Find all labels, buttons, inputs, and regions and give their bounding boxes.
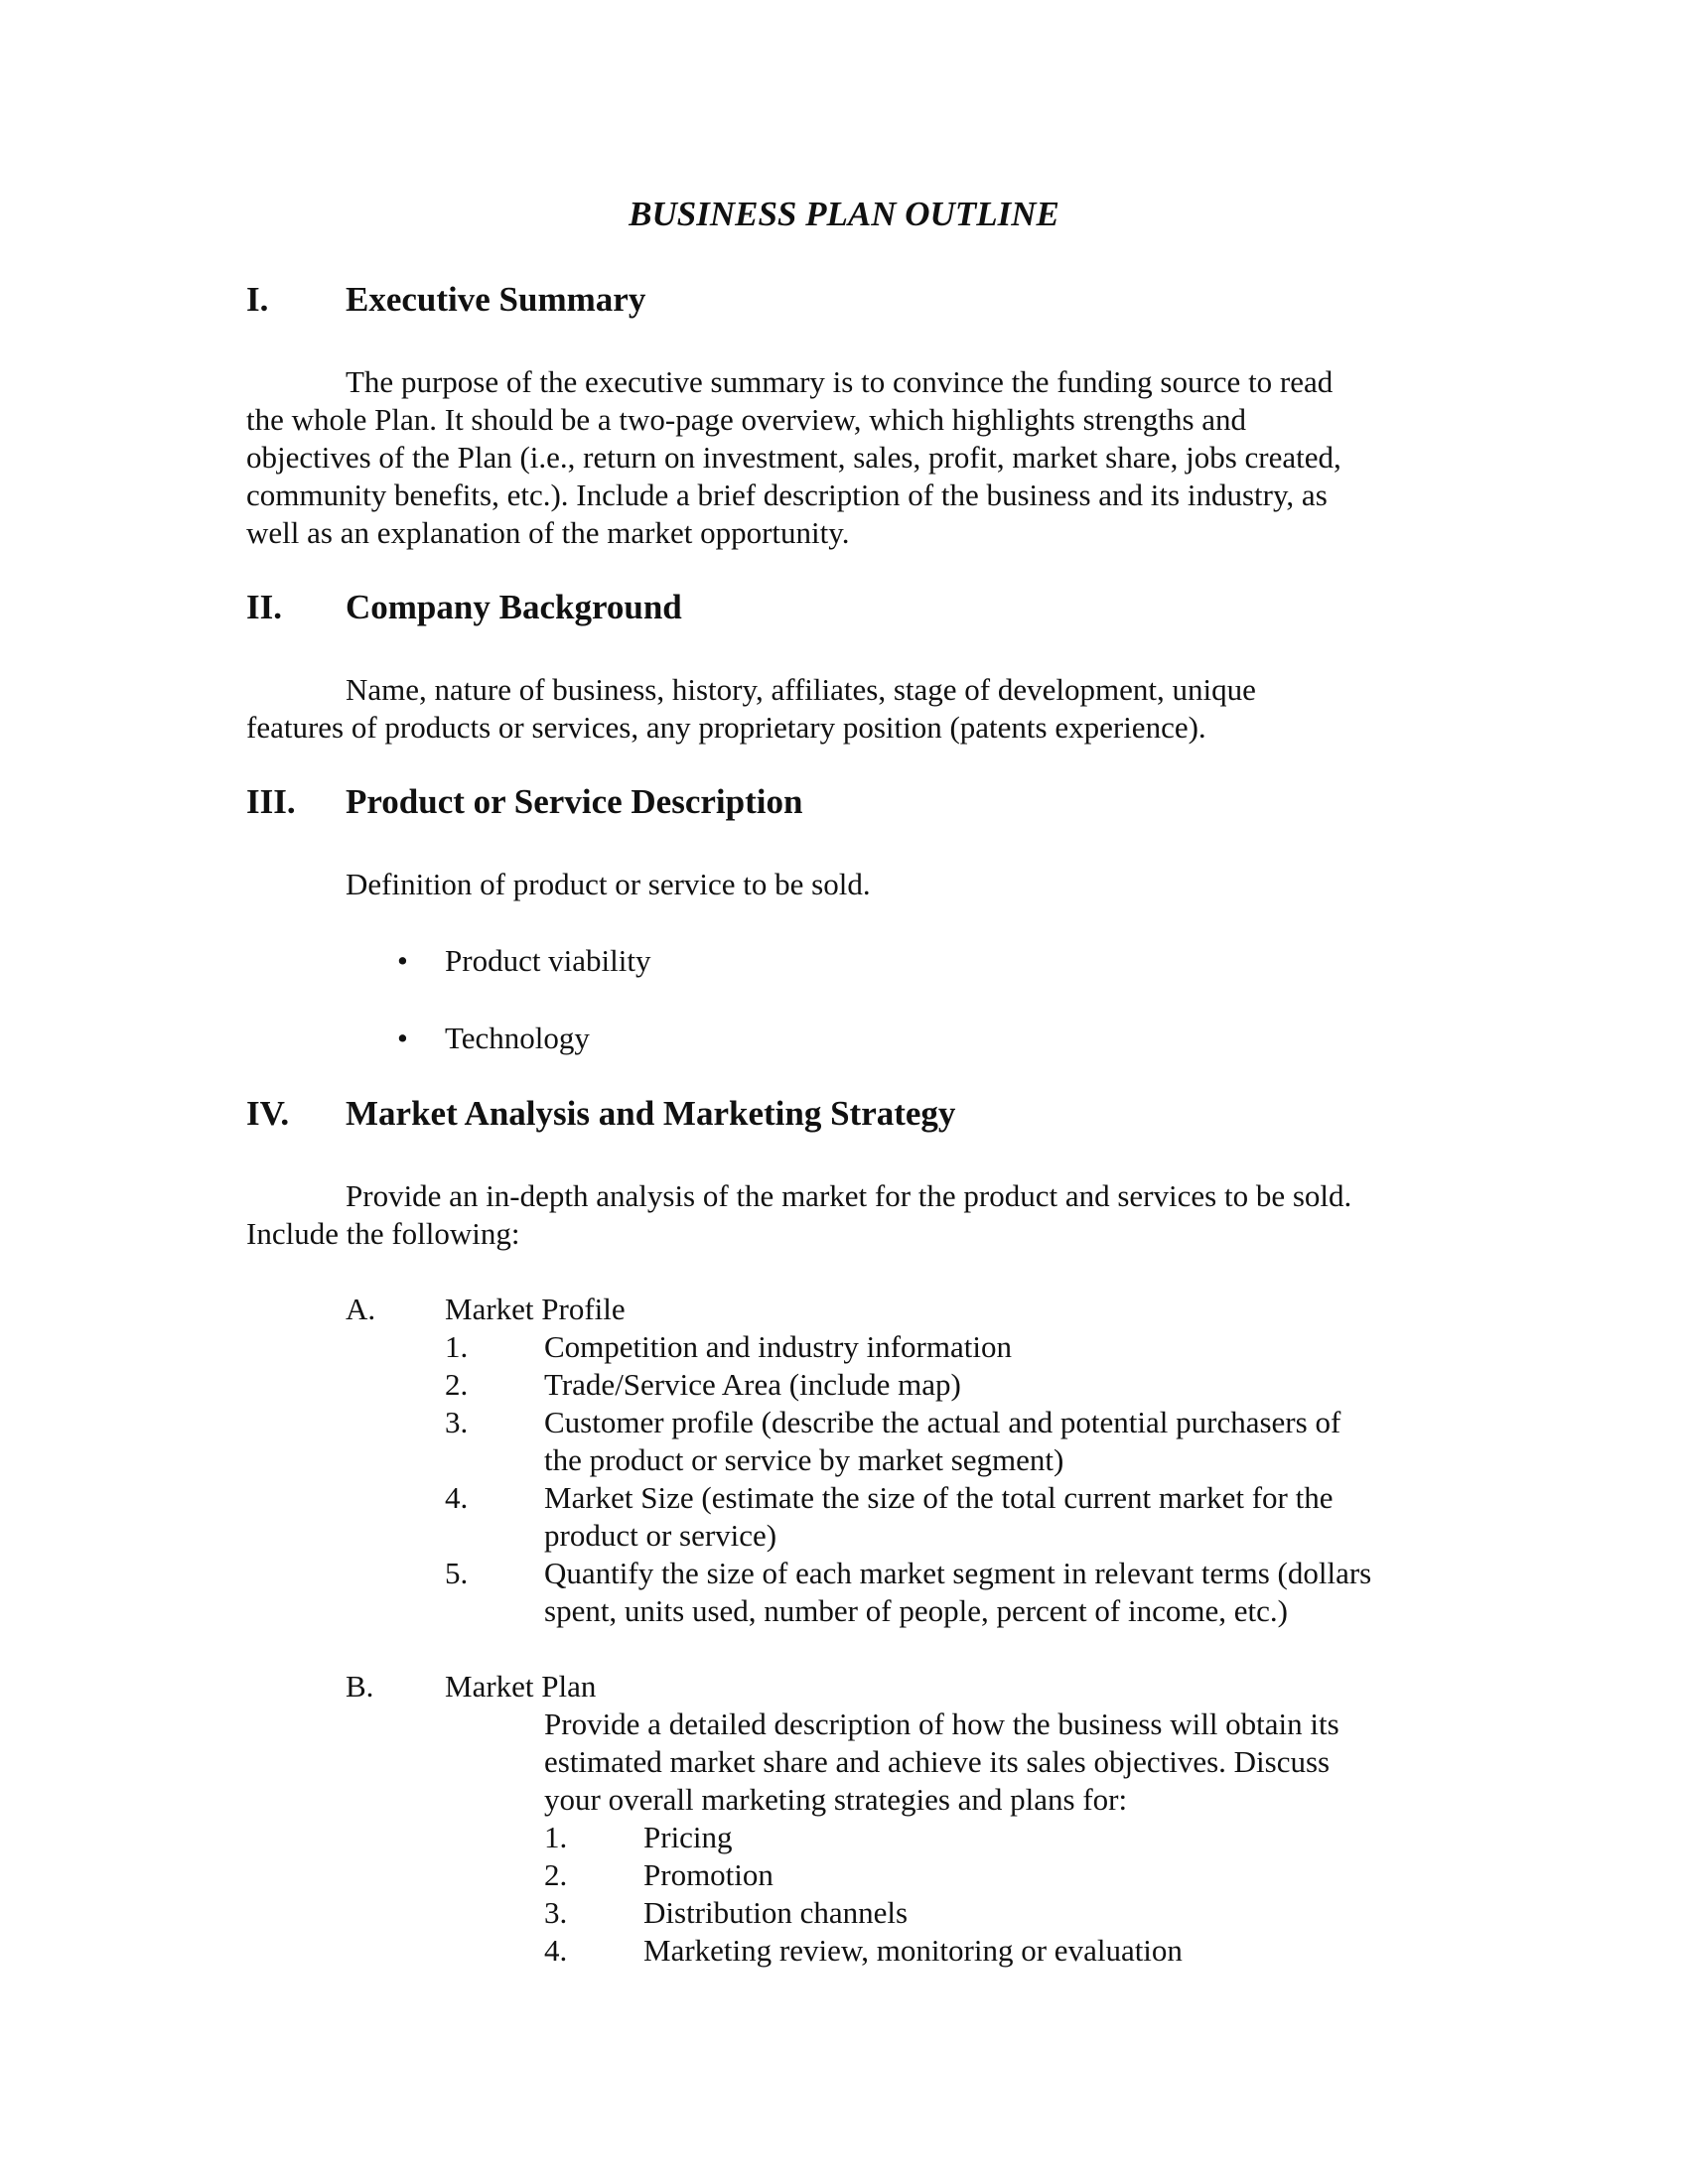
list-item: Promotion <box>643 1857 774 1892</box>
paragraph-line: The purpose of the executive summary is to convince the funding source to read <box>346 364 1334 399</box>
paragraph-line: Provide a detailed description of how the business will obtain its <box>544 1706 1339 1741</box>
list-item-continuation: product or service) <box>544 1518 777 1553</box>
paragraph-line: the whole Plan. It should be a two-page overview, which highlights strengths and <box>246 402 1247 437</box>
list-number: 3. <box>544 1895 568 1930</box>
section-heading-product-service: Product or Service Description <box>346 782 803 821</box>
list-item: Marketing review, monitoring or evaluation <box>643 1933 1183 1968</box>
section-number: III. <box>246 782 296 821</box>
bullet-icon: • <box>397 943 408 978</box>
list-item: Market Size (estimate the size of the total current market for the <box>544 1480 1334 1515</box>
list-item-continuation: the product or service by market segment) <box>544 1442 1064 1477</box>
list-number: 2. <box>445 1367 469 1402</box>
subsection-title-market-plan: Market Plan <box>445 1669 597 1704</box>
paragraph-line: objectives of the Plan (i.e., return on investment, sales, profit, market share, jobs created, <box>246 440 1341 475</box>
section-heading-executive-summary: Executive Summary <box>346 280 646 319</box>
paragraph-line: well as an explanation of the market opportunity. <box>246 515 850 550</box>
document-title: BUSINESS PLAN OUTLINE <box>629 195 1059 233</box>
list-item-continuation: spent, units used, number of people, percent of income, etc.) <box>544 1593 1288 1628</box>
paragraph-line: your overall marketing strategies and plans for: <box>544 1782 1128 1817</box>
section-heading-market-analysis: Market Analysis and Marketing Strategy <box>346 1094 956 1133</box>
paragraph-line: Provide an in-depth analysis of the market for the product and services to be sold. <box>346 1178 1352 1213</box>
subsection-label: A. <box>346 1292 376 1326</box>
paragraph-line: community benefits, etc.). Include a brief description of the business and its industry, as <box>246 478 1328 512</box>
list-number: 5. <box>445 1556 469 1590</box>
list-item: Distribution channels <box>643 1895 909 1930</box>
paragraph-line: Include the following: <box>246 1216 520 1251</box>
bullet-icon: • <box>397 1021 408 1055</box>
list-item: Quantify the size of each market segment in relevant terms (dollars <box>544 1556 1372 1590</box>
list-item: Trade/Service Area (include map) <box>544 1367 961 1402</box>
list-item: Competition and industry information <box>544 1329 1012 1364</box>
section-number: IV. <box>246 1094 290 1133</box>
subsection-label: B. <box>346 1669 374 1704</box>
paragraph-line: estimated market share and achieve its sales objectives. Discuss <box>544 1744 1331 1779</box>
subsection-title-market-profile: Market Profile <box>445 1292 626 1326</box>
bullet-item: Technology <box>445 1021 590 1055</box>
list-number: 1. <box>544 1820 568 1854</box>
list-item: Pricing <box>643 1820 733 1854</box>
list-number: 4. <box>544 1933 568 1968</box>
paragraph-line: features of products or services, any proprietary position (patents experience). <box>246 710 1206 745</box>
list-item: Customer profile (describe the actual and potential purchasers of <box>544 1405 1341 1439</box>
section-number: II. <box>246 588 282 626</box>
list-number: 2. <box>544 1857 568 1892</box>
paragraph-line: Definition of product or service to be sold. <box>346 867 871 901</box>
list-number: 1. <box>445 1329 469 1364</box>
list-number: 4. <box>445 1480 469 1515</box>
bullet-item: Product viability <box>445 943 651 978</box>
paragraph-line: Name, nature of business, history, affiliates, stage of development, unique <box>346 672 1256 707</box>
section-heading-company-background: Company Background <box>346 588 682 626</box>
section-number: I. <box>246 280 269 319</box>
list-number: 3. <box>445 1405 469 1439</box>
